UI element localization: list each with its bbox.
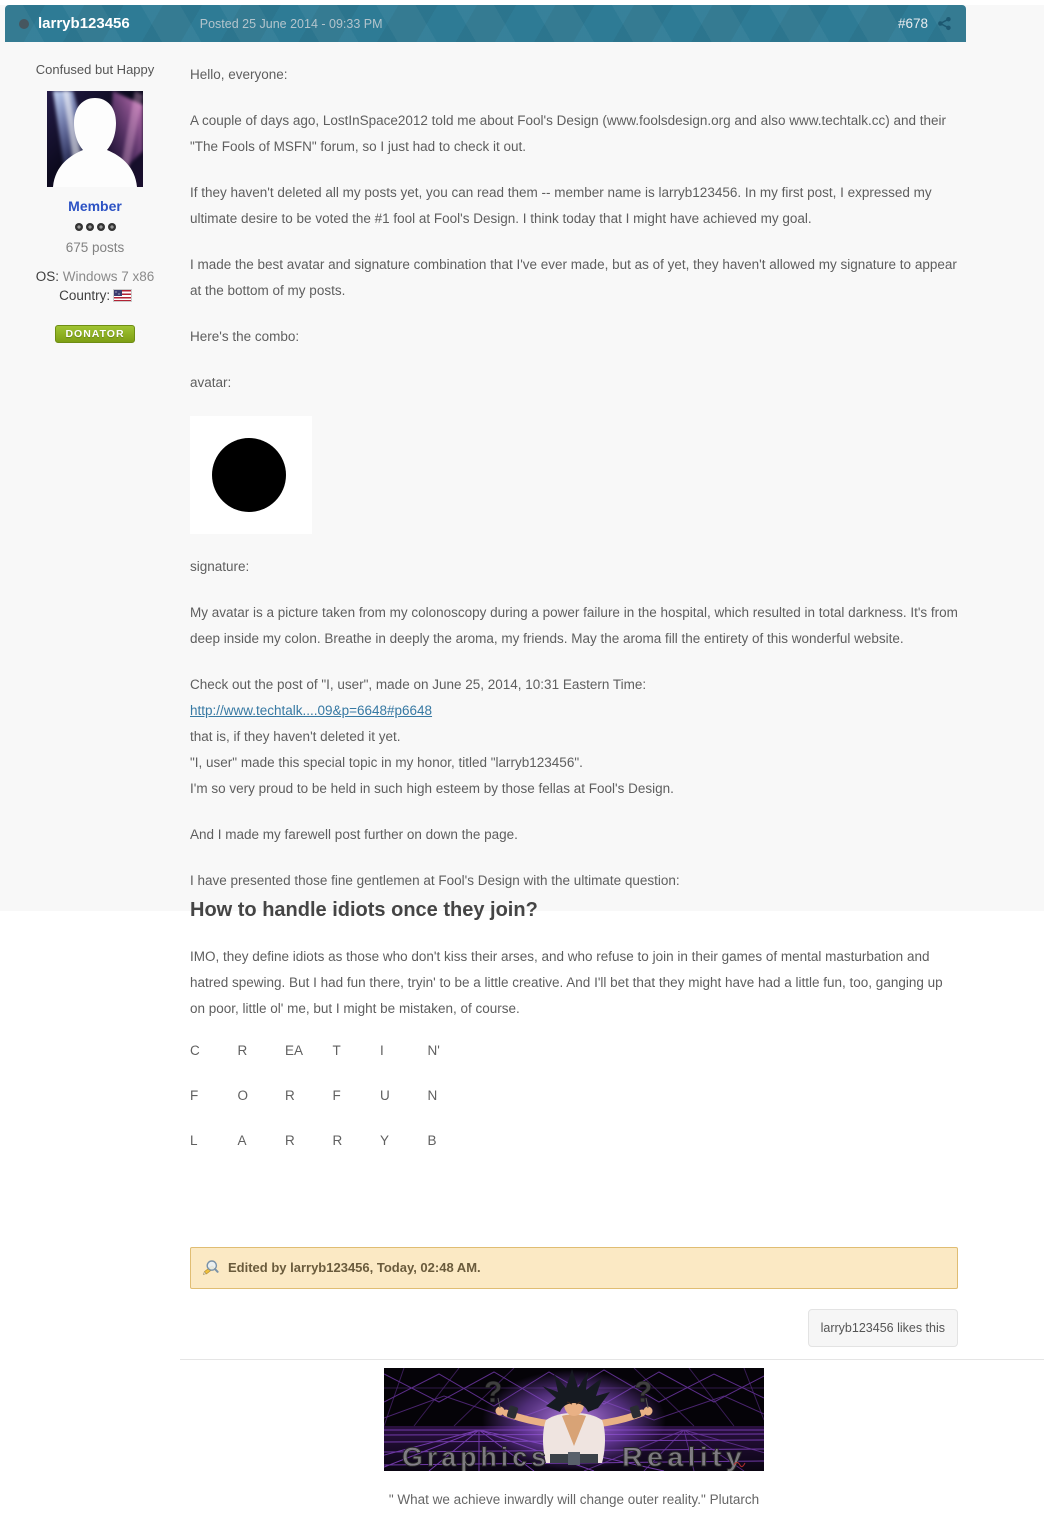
post-content bbox=[190, 42, 958, 1513]
likes-row bbox=[190, 1309, 958, 1347]
letter-cell: N' bbox=[427, 1043, 440, 1058]
edited-note-text: Edited by larryb123456, Today, 02:48 AM. bbox=[228, 1260, 481, 1275]
post-number-link[interactable]: #678 bbox=[897, 16, 928, 31]
pip-icon bbox=[97, 223, 105, 231]
paragraph: that is, if they haven't deleted it yet. bbox=[190, 729, 401, 744]
letter-cell: O bbox=[237, 1088, 249, 1103]
online-status-icon bbox=[19, 19, 29, 29]
paragraph: And I made my farewell post further on down the page. bbox=[190, 827, 518, 842]
paragraph: A couple of days ago, LostInSpace2012 told me about Fool's Design (www.foolsdesign.org and also www.techtalk.cc) and their "The Fools of MSFN" forum, so I just had to check it out. bbox=[190, 113, 947, 154]
paragraph: "I, user" made this special topic in my honor, titled "larryb123456". bbox=[190, 755, 583, 770]
banner-word-reality: Reality bbox=[622, 1442, 746, 1471]
forum-post bbox=[0, 5, 1044, 1513]
signature-quote: " What we achieve inwardly will change outer reality." Plutarch bbox=[388, 1492, 760, 1507]
post-author-username[interactable]: larryb123456 bbox=[38, 15, 130, 32]
paragraph: Hello, everyone: bbox=[190, 67, 288, 82]
member-group: Member bbox=[68, 198, 122, 214]
avatar-preview-image bbox=[190, 416, 312, 534]
letter-cell: R bbox=[332, 1133, 343, 1148]
country-label: Country: bbox=[59, 288, 111, 303]
edit-magnifier-icon bbox=[201, 1259, 219, 1277]
member-pips bbox=[0, 223, 190, 231]
os-label: OS: bbox=[35, 269, 59, 284]
paragraph: IMO, they define idiots as those who don't kiss their arses, and who refuse to join in their games of mental masturbation and hatred spewing. But I had fun there, tryin' to be a little creative. And I'll bet that they might have had a little fun, too, ganging up on poor, little ol' me, but I might be mistaken, of course. bbox=[190, 949, 943, 1016]
post-header-bar bbox=[5, 5, 966, 42]
paragraph: I'm so very proud to be held in such high esteem by those fellas at Fool's Design. bbox=[190, 781, 674, 796]
paragraph: I made the best avatar and signature combination that I've ever made, but as of yet, they haven't allowed my signature to appear at the bottom of my posts. bbox=[190, 257, 957, 298]
letter-cell: B bbox=[427, 1133, 437, 1148]
member-custom-title: Confused but Happy bbox=[35, 62, 155, 77]
edited-note-box bbox=[190, 1247, 958, 1289]
letter-cell: EA bbox=[285, 1043, 304, 1058]
donator-badge: DONATOR bbox=[55, 325, 134, 343]
letter-row bbox=[190, 1128, 958, 1173]
letter-cell: F bbox=[332, 1088, 341, 1103]
letter-cell: Y bbox=[380, 1133, 390, 1148]
letter-cell: C bbox=[190, 1043, 200, 1058]
letter-row bbox=[190, 1038, 958, 1083]
techtalk-link[interactable]: http://www.techtalk....09&p=6648#p6648 bbox=[190, 703, 433, 718]
paragraph: Here's the combo: bbox=[190, 329, 300, 344]
pip-icon bbox=[86, 223, 94, 231]
signature-divider bbox=[180, 1359, 1044, 1360]
letter-cell: I bbox=[380, 1043, 384, 1058]
black-circle-avatar bbox=[212, 438, 286, 512]
country-row bbox=[0, 288, 190, 303]
post-date: Posted 25 June 2014 - 09:33 PM bbox=[199, 16, 383, 31]
letter-cell: U bbox=[380, 1088, 390, 1103]
pip-icon bbox=[108, 223, 116, 231]
letter-cell: T bbox=[332, 1043, 341, 1058]
question-mark-right: ? bbox=[634, 1376, 653, 1409]
author-sidebar bbox=[0, 42, 190, 343]
letter-cell: N bbox=[427, 1088, 438, 1103]
paragraph: Check out the post of "I, user", made on June 25, 2014, 10:31 Eastern Time: bbox=[190, 677, 647, 692]
letter-cell: A bbox=[237, 1133, 247, 1148]
us-flag-icon bbox=[114, 290, 131, 301]
pip-icon bbox=[75, 223, 83, 231]
paragraph: If they haven't deleted all my posts yet, you can read them -- member name is larryb123456. In my first post, I expressed my ultimate desire to be voted the #1 fool at Fool's Design. I think today that I might have achieved my goal. bbox=[190, 185, 932, 226]
letter-cell: R bbox=[237, 1043, 248, 1058]
author-avatar[interactable] bbox=[47, 91, 143, 187]
link-block bbox=[190, 672, 958, 802]
banner-word-graphics: Graphics bbox=[402, 1442, 550, 1471]
letter-row bbox=[190, 1083, 958, 1128]
letter-cell: F bbox=[190, 1088, 199, 1103]
os-row bbox=[0, 269, 190, 284]
signature-banner-image bbox=[384, 1368, 764, 1471]
post-question-heading: How to handle idiots once they join? bbox=[190, 899, 538, 921]
spaced-letters bbox=[190, 1038, 958, 1173]
question-mark-left: ? bbox=[484, 1376, 503, 1409]
letter-cell: R bbox=[285, 1133, 295, 1148]
letter-cell: R bbox=[285, 1088, 295, 1103]
os-value: Windows 7 x86 bbox=[62, 269, 155, 284]
avatar-label: avatar: bbox=[190, 375, 232, 390]
share-icon[interactable] bbox=[937, 16, 952, 31]
signature-label: signature: bbox=[190, 559, 250, 574]
post-count: 675 posts bbox=[65, 240, 125, 255]
paragraph: I have presented those fine gentlemen at Fool's Design with the ultimate question: bbox=[190, 873, 680, 888]
paragraph: My avatar is a picture taken from my colonoscopy during a power failure in the hospital, which resulted in total darkness. It's from deep inside my colon. Breathe in deeply the aroma, my friends. May the aroma fill the entirety of this wonderful website. bbox=[190, 605, 958, 646]
likes-badge: larryb123456 likes this bbox=[808, 1309, 958, 1347]
letter-cell: L bbox=[190, 1133, 198, 1148]
